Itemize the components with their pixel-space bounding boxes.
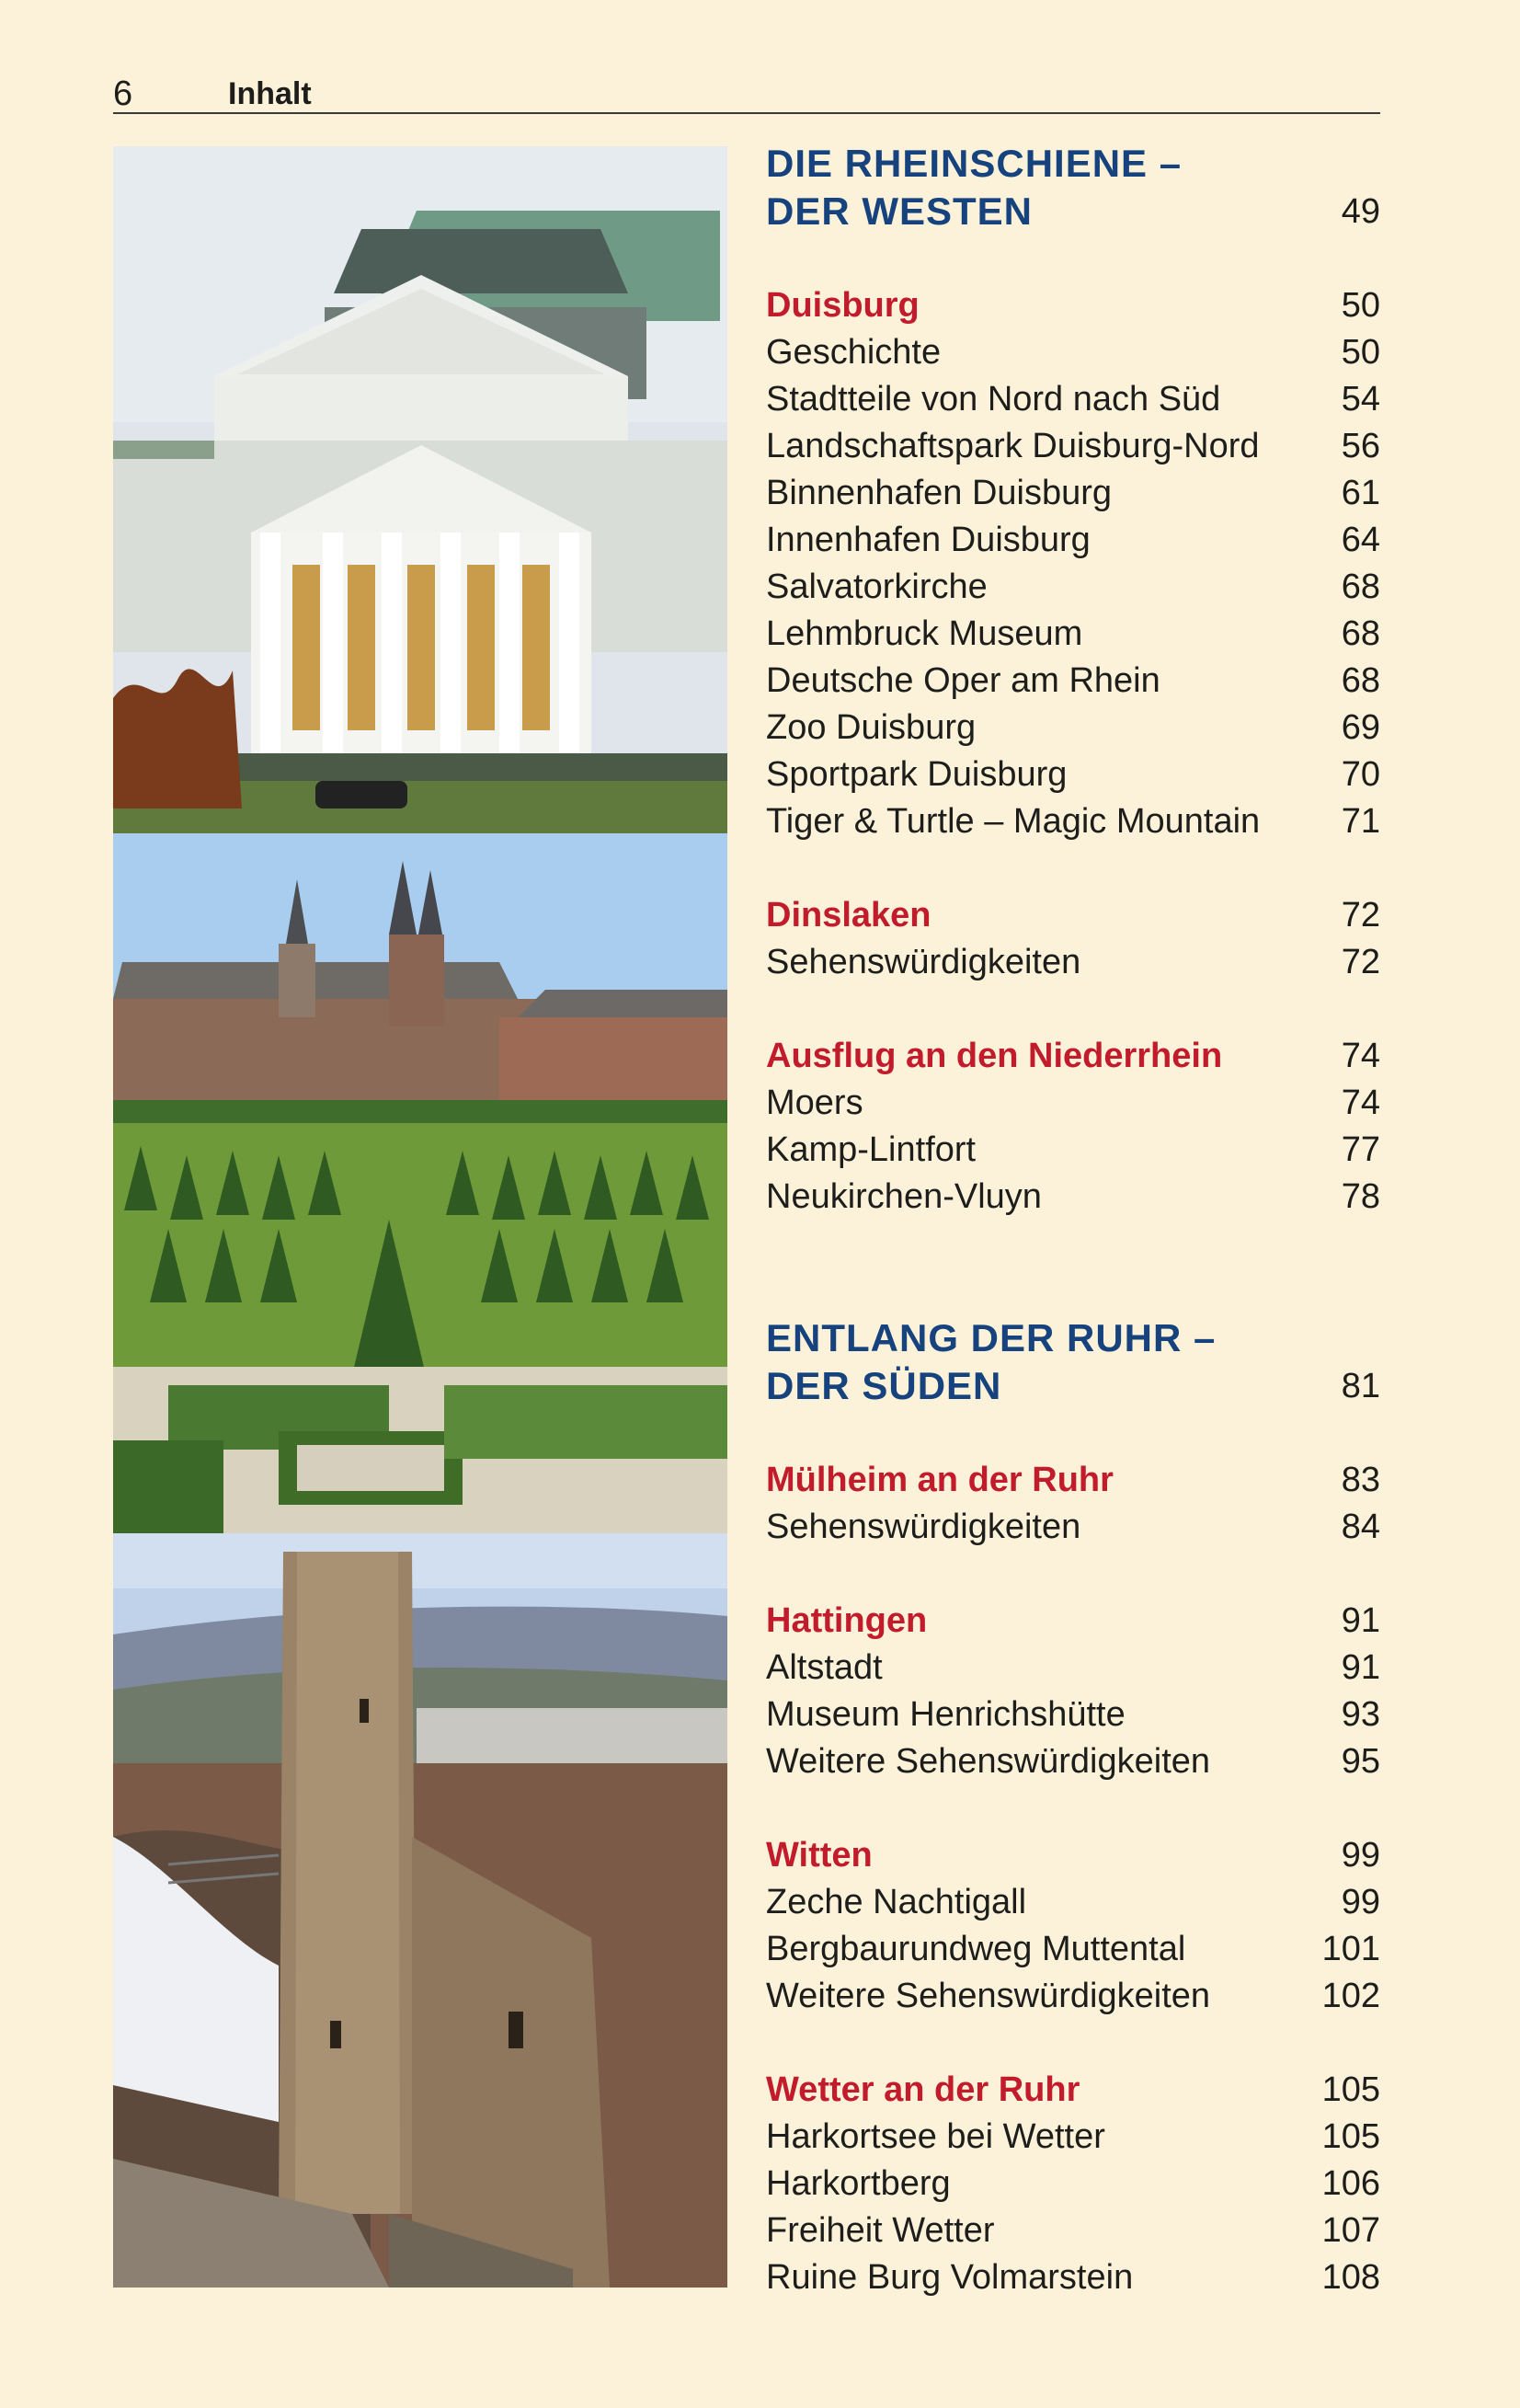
- toc-city-entry[interactable]: [766, 892, 1380, 939]
- photo-kamp-gardens: [113, 833, 727, 1533]
- spacer: [766, 1221, 1380, 1267]
- toc-entry[interactable]: [766, 423, 1380, 470]
- toc-entry-label: Harkortsee bei Wetter: [766, 2117, 1105, 2156]
- photo-ruine-volmarstein: [113, 1533, 727, 2288]
- spacer: [766, 986, 1380, 1033]
- toc-entry[interactable]: [766, 329, 1380, 376]
- toc-entry-label: Innenhafen Duisburg: [766, 521, 1091, 559]
- section-heading-line: DIE RHEINSCHIENE –: [766, 142, 1183, 185]
- toc-city-label: Duisburg: [766, 286, 920, 325]
- toc-city-entry[interactable]: [766, 1457, 1380, 1504]
- toc-page-number: 61: [1341, 474, 1380, 512]
- toc-city-entry[interactable]: [766, 282, 1380, 329]
- toc-page-number: 56: [1341, 427, 1380, 465]
- toc-entry-label: Salvatorkirche: [766, 568, 988, 606]
- toc-entry[interactable]: [766, 2207, 1380, 2254]
- toc-entry[interactable]: [766, 798, 1380, 845]
- toc-entry[interactable]: [766, 376, 1380, 423]
- toc-entry-label: Lehmbruck Museum: [766, 614, 1083, 653]
- toc-page-number: 74: [1341, 1084, 1380, 1122]
- toc-entry[interactable]: [766, 611, 1380, 658]
- section-heading: [766, 140, 1380, 235]
- photo-theater-duisburg: [113, 146, 727, 833]
- toc-page-number: 68: [1341, 568, 1380, 606]
- toc-page-number: 107: [1321, 2211, 1380, 2250]
- toc-city-entry[interactable]: [766, 1033, 1380, 1080]
- toc-page-number: 68: [1341, 614, 1380, 653]
- toc-page-number: 91: [1341, 1601, 1380, 1640]
- toc-page-number: 102: [1321, 1977, 1380, 2015]
- page-title: Inhalt: [228, 76, 312, 111]
- toc-entry[interactable]: [766, 2114, 1380, 2161]
- toc-entry-label: Museum Henrichshütte: [766, 1695, 1126, 1734]
- toc-page-number: 95: [1341, 1742, 1380, 1781]
- toc-page-number: 99: [1341, 1836, 1380, 1875]
- toc-entry[interactable]: [766, 564, 1380, 611]
- section-page-number: 49: [1341, 192, 1380, 231]
- toc-entry[interactable]: [766, 1080, 1380, 1127]
- toc-page-number: 101: [1321, 1930, 1380, 1968]
- toc-entry-label: Tiger & Turtle – Magic Mountain: [766, 802, 1261, 841]
- toc-entry-label: Weitere Sehenswürdigkeiten: [766, 1977, 1211, 2015]
- toc-entry-label: Weitere Sehenswürdigkeiten: [766, 1742, 1211, 1781]
- toc-page-number: 72: [1341, 943, 1380, 981]
- toc-page-number: 74: [1341, 1037, 1380, 1075]
- toc-entry-label: Sportpark Duisburg: [766, 755, 1068, 794]
- toc-entry[interactable]: [766, 517, 1380, 564]
- toc-city-label: Wetter an der Ruhr: [766, 2070, 1080, 2109]
- toc-entry-label: Sehenswürdigkeiten: [766, 943, 1081, 981]
- toc-page-number: 50: [1341, 286, 1380, 325]
- toc-city-label: Witten: [766, 1836, 873, 1875]
- section-heading-line: DER SÜDEN: [766, 1364, 1002, 1407]
- toc-entry-label: Ruine Burg Volmarstein: [766, 2258, 1134, 2297]
- toc-entry-label: Landschaftspark Duisburg-Nord: [766, 427, 1260, 465]
- page-header: [113, 74, 1380, 114]
- toc-page-number: 93: [1341, 1695, 1380, 1734]
- toc-page-number: 108: [1321, 2258, 1380, 2297]
- section-page-number: 81: [1341, 1367, 1380, 1405]
- section-heading-line: ENTLANG DER RUHR –: [766, 1316, 1217, 1359]
- toc-entry[interactable]: [766, 1973, 1380, 2020]
- toc-entry[interactable]: [766, 1174, 1380, 1221]
- toc-page-number: 99: [1341, 1883, 1380, 1921]
- page-number: 6: [113, 75, 133, 113]
- toc-entry[interactable]: [766, 1127, 1380, 1174]
- toc-entry-label: Zeche Nachtigall: [766, 1883, 1027, 1921]
- spacer: [766, 1267, 1380, 1314]
- spacer: [766, 845, 1380, 892]
- toc-page-number: 105: [1321, 2070, 1380, 2109]
- toc-page-number: 105: [1321, 2117, 1380, 2156]
- toc-page-number: 68: [1341, 661, 1380, 700]
- toc-entry-label: Bergbaurundweg Muttental: [766, 1930, 1186, 1968]
- spacer: [766, 2020, 1380, 2067]
- toc-entry[interactable]: [766, 939, 1380, 986]
- toc-city-entry[interactable]: [766, 1832, 1380, 1879]
- spacer: [766, 1785, 1380, 1832]
- toc-entry[interactable]: [766, 2254, 1380, 2301]
- toc-page-number: 64: [1341, 521, 1380, 559]
- toc-entry[interactable]: [766, 1645, 1380, 1691]
- toc-city-label: Hattingen: [766, 1601, 928, 1640]
- spacer: [766, 1410, 1380, 1457]
- toc-entry-label: Binnenhafen Duisburg: [766, 474, 1113, 512]
- toc-entry-label: Sehenswürdigkeiten: [766, 1508, 1081, 1546]
- toc-entry-label: Harkortberg: [766, 2164, 951, 2203]
- toc-page-number: 106: [1321, 2164, 1380, 2203]
- toc-entry[interactable]: [766, 1738, 1380, 1785]
- toc-entry[interactable]: [766, 1879, 1380, 1926]
- toc-entry-label: Freiheit Wetter: [766, 2211, 995, 2250]
- toc-entry-label: Kamp-Lintfort: [766, 1130, 977, 1169]
- toc-page-number: 77: [1341, 1130, 1380, 1169]
- toc-city-entry[interactable]: [766, 2067, 1380, 2114]
- toc-entry[interactable]: [766, 705, 1380, 751]
- toc-entry-label: Stadtteile von Nord nach Süd: [766, 380, 1221, 419]
- toc-entry[interactable]: [766, 1691, 1380, 1738]
- toc-page-number: 78: [1341, 1177, 1380, 1216]
- toc-entry-label: Moers: [766, 1084, 863, 1122]
- toc-page-number: 84: [1341, 1508, 1380, 1546]
- toc-page-number: 91: [1341, 1648, 1380, 1687]
- toc-entry[interactable]: [766, 470, 1380, 517]
- toc-city-label: Mülheim an der Ruhr: [766, 1461, 1114, 1499]
- toc-entry-label: Neukirchen-Vluyn: [766, 1177, 1042, 1216]
- toc-entry[interactable]: [766, 751, 1380, 798]
- toc-entry-label: Geschichte: [766, 333, 942, 372]
- toc-entry[interactable]: [766, 1504, 1380, 1551]
- toc-city-label: Ausflug an den Niederrhein: [766, 1037, 1223, 1075]
- section-heading: [766, 1314, 1380, 1410]
- spacer: [766, 235, 1380, 282]
- toc-page-number: 72: [1341, 896, 1380, 935]
- toc-city-label: Dinslaken: [766, 896, 931, 935]
- toc-entry-label: Altstadt: [766, 1648, 883, 1687]
- toc-entry[interactable]: [766, 658, 1380, 705]
- toc-page-number: 54: [1341, 380, 1380, 419]
- toc-page-number: 83: [1341, 1461, 1380, 1499]
- spacer: [766, 1551, 1380, 1598]
- toc-entry[interactable]: [766, 1926, 1380, 1973]
- toc-page-number: 70: [1341, 755, 1380, 794]
- section-heading-line: DER WESTEN: [766, 189, 1034, 233]
- toc-page-number: 71: [1341, 802, 1380, 841]
- table-of-contents: [766, 140, 1380, 2301]
- toc-entry[interactable]: [766, 2161, 1380, 2207]
- toc-entry-label: Deutsche Oper am Rhein: [766, 661, 1160, 700]
- toc-city-entry[interactable]: [766, 1598, 1380, 1645]
- toc-page-number: 69: [1341, 708, 1380, 747]
- toc-page-number: 50: [1341, 333, 1380, 372]
- toc-entry-label: Zoo Duisburg: [766, 708, 977, 747]
